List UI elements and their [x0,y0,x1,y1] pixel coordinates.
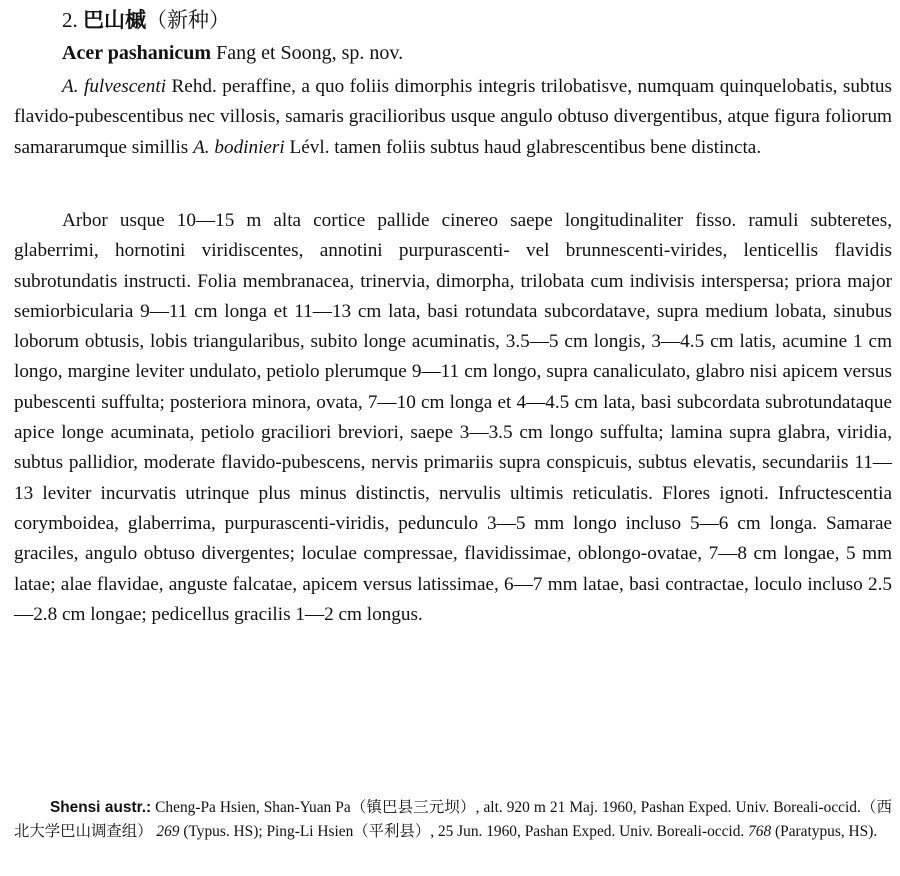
specimen-text-3: (Paratypus, HS). [771,823,878,840]
author-citation: Fang et Soong, sp. nov. [216,42,404,64]
species-heading [62,6,230,34]
specimen-region: Shensi austr.: [50,799,152,816]
scientific-name: Acer pashanicum [62,42,212,64]
compared-species-1: A. fulvescenti [62,76,167,97]
new-species-note: （新种） [146,8,230,32]
species-number: 2. [62,8,78,32]
diagnosis-text-1: Rehd. peraffine, a quo foliis dimorphis integris trilobatisve, numquam quinquelobatis, subtus flavido-pubescentibus nec villosis, samaris gracilioribus usque angulo obtuso divergentibus, atque figura foliorum samararumque simillis [14,76,892,158]
specimen-citation [14,796,892,844]
latin-description: Arbor usque 10—15 m alta cortice pallide cinereo saepe longitudinaliter fisso. ramuli subteretes, glaberrimi, hornotini viridiscentes, annotini purpurascenti- vel brunnescenti-virides, lenticellis flavidis subrotundatis instructi. Folia membranacea, trinervia, dimorpha, trilobata cum indivisis interspersa; priora major semiorbicularia 9—11 cm longa et 11—13 cm lata, basi rotundata subcordatave, supra medium lobata, sinubus loborum obtusis, lobis triangularibus, subito longe acuminatis, 3.5—5 cm longis, 3—4.5 cm latis, acumine 1 cm longo, margine leviter undulato, petiolo plerumque 9—11 cm longo, supra canaliculato, glabro nisi apicem versus pubescenti suffulta; posteriora minora, ovata, 7—10 cm longa et 4—4.5 cm lata, basi subcordata subrotundataque apice longe acuminata, petiolo graciliori breviori, saepe 3—3.5 cm longo suffulta; lamina supra glabra, viridia, subtus pallidior, moderate flavido-pubescens, nervis primariis supra conspicuis, subtus elevatis, secundariis 11—13 leviter incurvatis utrinque plus minus distinctis, nervulis ultimis reticulatis. Flores ignoti. Infructescentia corymboidea, glaberrima, purpurascenti-viridis, pedunculo 3—5 mm longo incluso 5—6 cm longa. Samarae graciles, angulo obtuso divergentes; loculae compressae, flavidissimae, oblongo-ovatae, 7—8 cm longae, 5 mm latae; alae flavidae, anguste falcatae, apicem versus latissimae, 6—7 mm latae, basi contractae, loculo incluso 2.5—2.8 cm longae; pedicellus gracilis 1—2 cm longus. [14,210,892,625]
collection-number-768: 768 [748,823,772,840]
compared-species-2: A. bodinieri [193,136,285,158]
specimen-text-2: (Typus. HS); Ping-Li Hsien（平利县）, 25 Jun. 1960, Pashan Exped. Univ. Boreali-occid. [179,823,749,840]
latin-diagnosis [14,72,892,163]
specimen-text-1: Cheng-Pa Hsien, Shan-Yuan Pa（镇巴县三元坝）, alt. 920 m 21 Maj. 1960, Pashan Exped. Univ. Boreali-occid.（西北大学巴山调查组） [14,799,892,840]
diagnosis-text-2: Lévl. tamen foliis subtus haud glabrescentibus bene distincta. [284,136,762,158]
species-title [62,38,403,68]
collection-number-269: 269 [156,823,180,840]
chinese-name: 巴山槭 [83,8,146,32]
